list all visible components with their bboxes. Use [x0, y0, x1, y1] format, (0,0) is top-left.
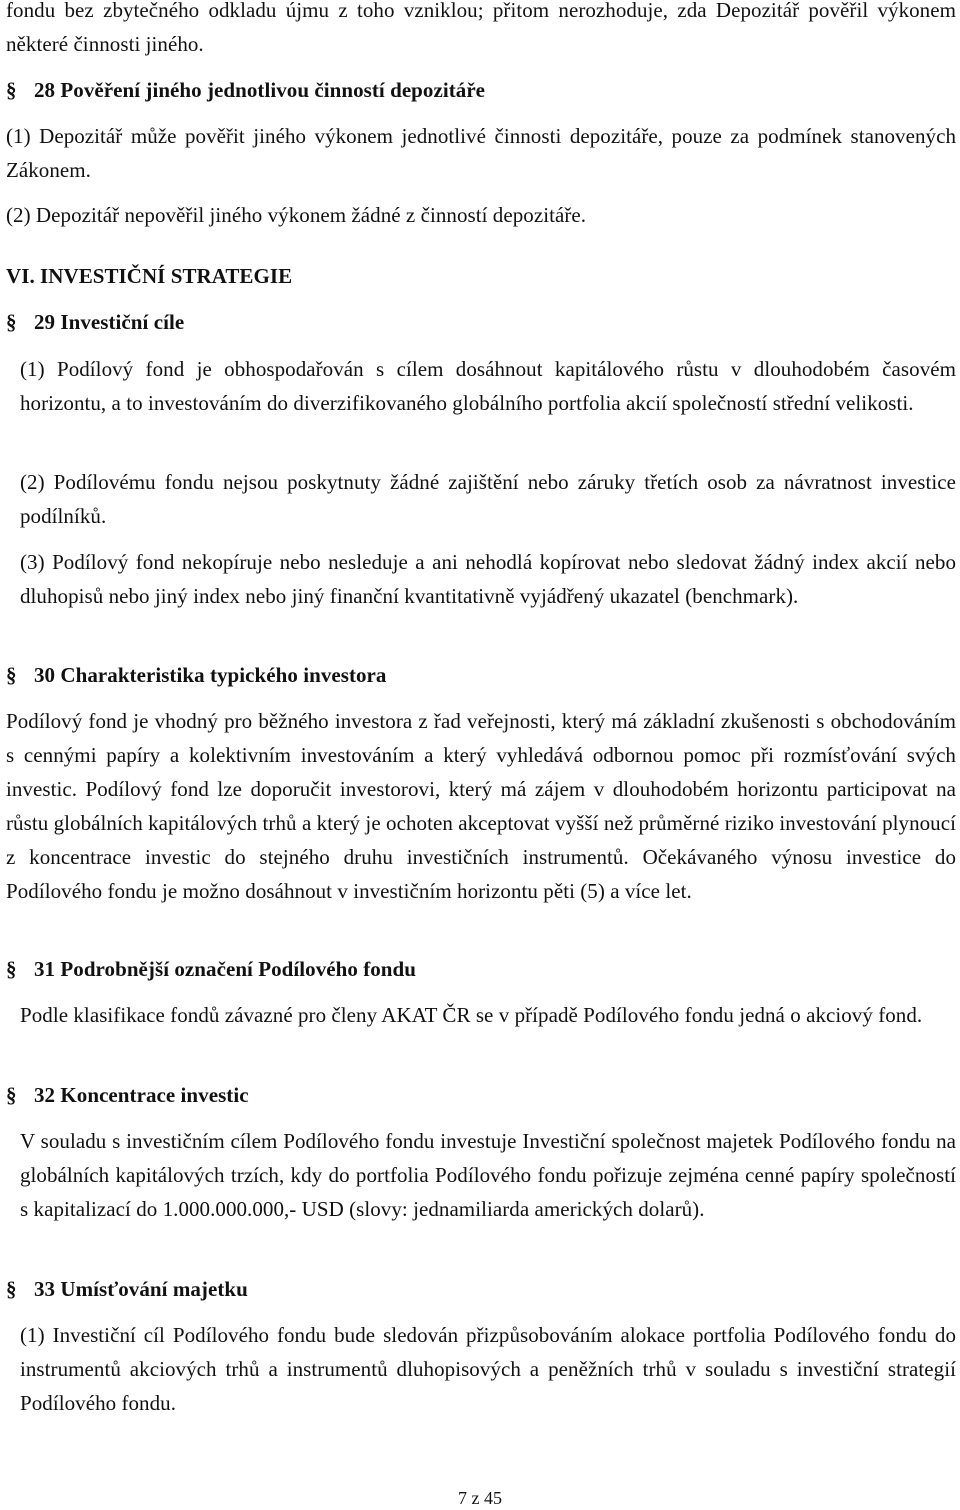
section-29-title: 29 Investiční cíle — [34, 310, 185, 334]
section-28-title: 28 Pověření jiného jednotlivou činností depozitáře — [34, 78, 486, 102]
section-33-heading — [6, 1272, 248, 1306]
section-symbol: § — [6, 957, 17, 981]
section-29-paragraph-3: (3) Podílový fond nekopíruje nebo nesleduje a ani nehodlá kopírovat nebo sledovat žádný index akcií nebo dluhopisů nebo jiný index nebo jiný finanční kvantitativně vyjádřený ukazatel (benchmark). — [20, 550, 956, 608]
section-31-title: 31 Podrobnější označení Podílového fondu — [34, 957, 416, 981]
section-32-paragraph-1: V souladu s investičním cílem Podílového fondu investuje Investiční společnost majetek Podílového fondu na globálních kapitálových trzích, kdy do portfolia Podílového fondu pořizuje zejména cenné papíry společností s kapitalizací do 1.000.000.000,- USD (slovy: jednamiliarda amerických dolarů). — [20, 1129, 956, 1221]
section-32-heading — [6, 1078, 249, 1112]
section-symbol: § — [6, 1277, 17, 1301]
section-31-heading — [6, 952, 416, 986]
section-30-title: 30 Charakteristika typického investora — [34, 663, 387, 687]
intro-paragraph: fondu bez zbytečného odkladu újmu z toho vzniklou; přitom nerozhoduje, zda Depozitář pověřil výkonem některé činnosti jiného. — [6, 0, 956, 56]
section-33-paragraph-1: (1) Investiční cíl Podílového fondu bude sledován přizpůsobováním alokace portfolia Podílového fondu do instrumentů akciových trhů a instrumentů dluhopisových a peněžních trhů v souladu s investiční strategií Podílového fondu. — [20, 1323, 956, 1415]
page-number: 7 z 45 — [458, 1488, 502, 1508]
section-28-heading — [6, 73, 485, 107]
section-symbol: § — [6, 78, 17, 102]
section-29-paragraph-2: (2) Podílovému fondu nejsou poskytnuty žádné zajištění nebo záruky třetích osob za návratnost investice podílníků. — [20, 470, 956, 528]
chapter-title: VI. INVESTIČNÍ STRATEGIE — [6, 264, 293, 288]
section-31-paragraph-1: Podle klasifikace fondů závazné pro členy AKAT ČR se v případě Podílového fondu jedná o akciový fond. — [20, 1003, 923, 1027]
section-symbol: § — [6, 310, 17, 334]
section-29-heading — [6, 305, 184, 339]
section-30-heading — [6, 658, 386, 692]
section-28-paragraph-2: (2) Depozitář nepověřil jiného výkonem žádné z činností depozitáře. — [6, 203, 587, 227]
section-33-title: 33 Umísťování majetku — [34, 1277, 248, 1301]
section-30-paragraph-1: Podílový fond je vhodný pro běžného investora z řad veřejnosti, který má základní zkušenosti s obchodováním s cennými papíry a kolektivním investováním a který vyhledává odbornou pomoc při rozmísťování svých investic. Podílový fond lze doporučit investorovi, který má zájem v dlouhodobém horizontu participovat na růstu globálních kapitálových trhů a který je ochoten akceptovat vyšší než průměrné riziko investování plynoucí z koncentrace investic do stejného druhu investičních instrumentů. Očekávaného výnosu investice do Podílového fondu je možno dosáhnout v investičním horizontu pěti (5) a více let. — [6, 709, 956, 903]
section-symbol: § — [6, 1083, 17, 1107]
section-symbol: § — [6, 663, 17, 687]
section-32-title: 32 Koncentrace investic — [34, 1083, 249, 1107]
section-28-paragraph-1: (1) Depozitář může pověřit jiného výkonem jednotlivé činnosti depozitáře, pouze za podmínek stanovených Zákonem. — [6, 124, 956, 182]
section-29-paragraph-1: (1) Podílový fond je obhospodařován s cílem dosáhnout kapitálového růstu v dlouhodobém časovém horizontu, a to investováním do diverzifikovaného globálního portfolia akcií společností střední velikosti. — [20, 357, 956, 415]
